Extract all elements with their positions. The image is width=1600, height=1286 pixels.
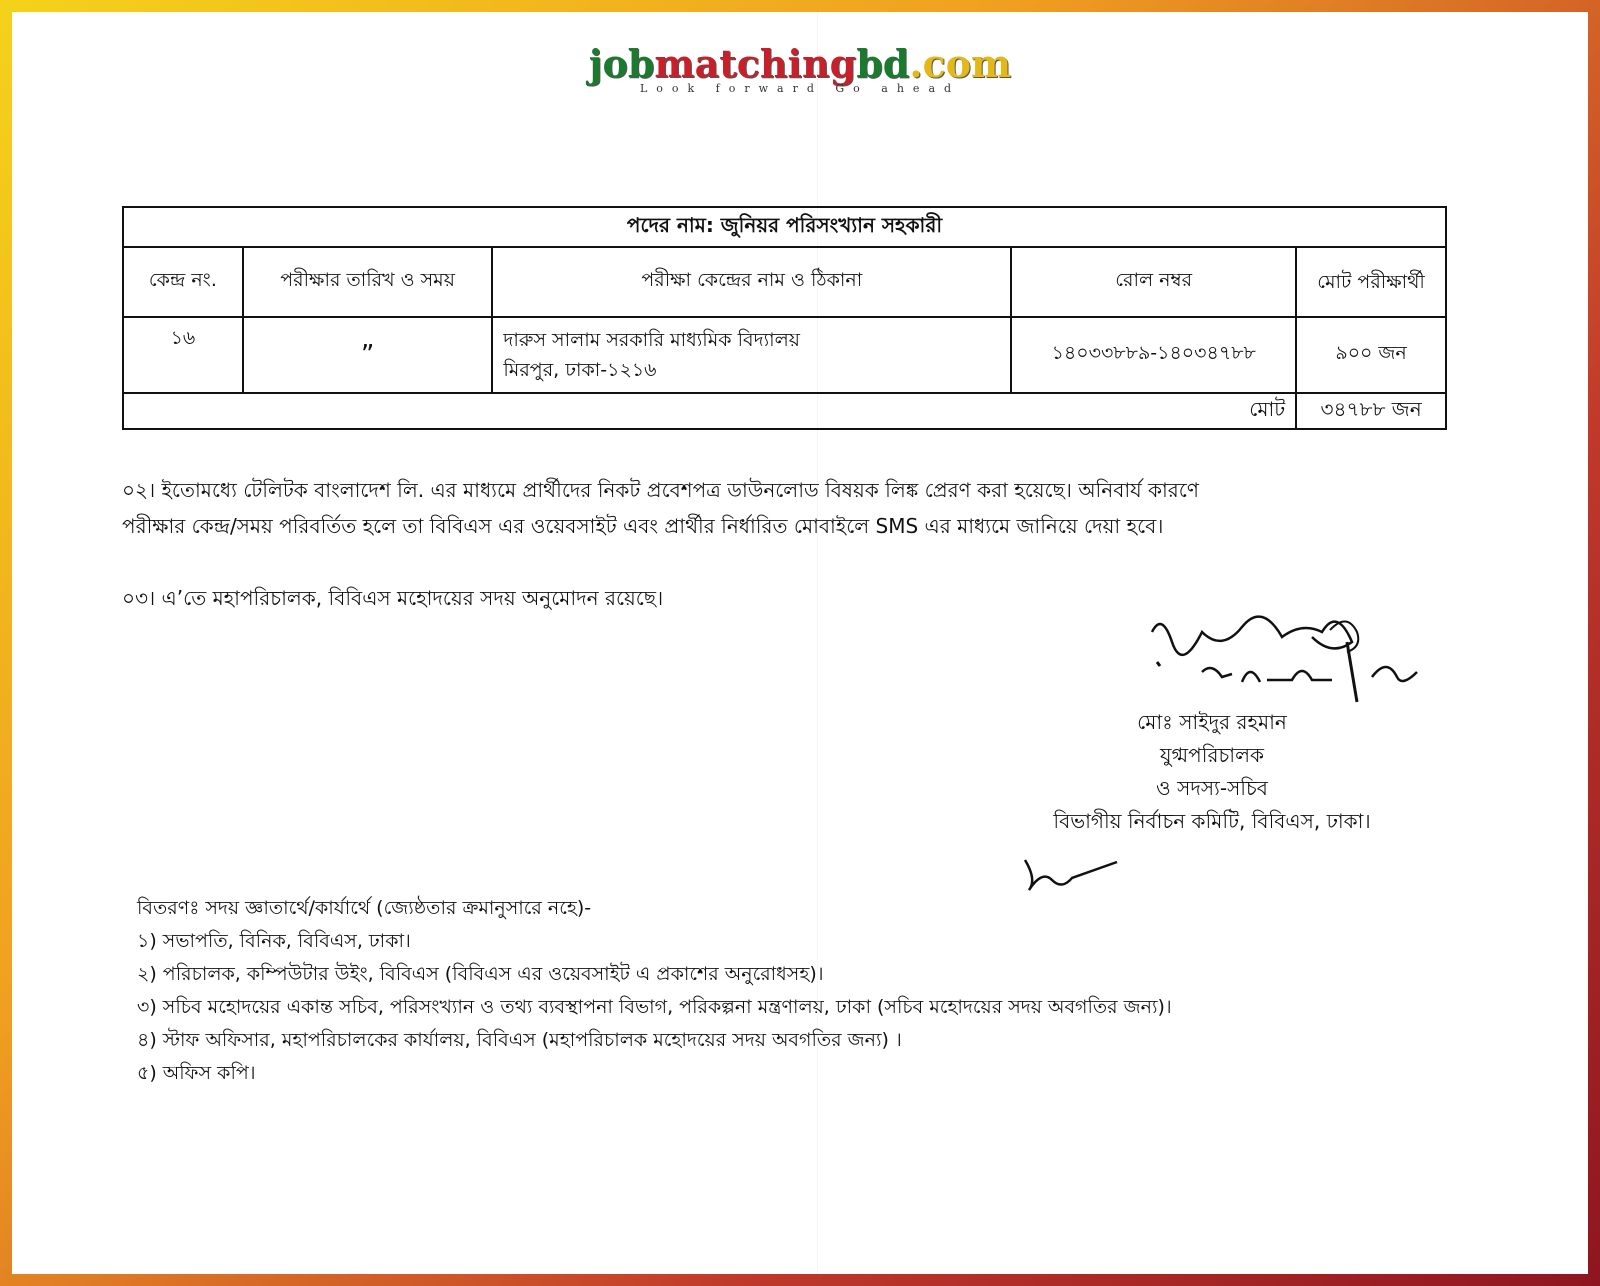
post-title: পদের নাম: জুনিয়র পরিসংখ্যান সহকারী (123, 207, 1446, 247)
cell-roll: ১৪০৩৩৮৮৯-১৪০৩৪৭৮৮ (1011, 317, 1296, 393)
header-total-candidates: মোট পরীক্ষার্থী (1296, 247, 1446, 317)
exam-center-table (122, 206, 1447, 430)
document-page (12, 12, 1588, 1274)
address-line-1: দারুস সালাম সরকারি মাধ্যমিক বিদ্যালয় (503, 329, 800, 351)
handwritten-signature (1132, 602, 1462, 722)
distribution-item: ২) পরিচালক, কম্পিউটার উইং, বিবিএস (বিবিএস এর ওয়েবসাইট এ প্রকাশের অনুরোধসহ)। (137, 963, 824, 985)
cell-date-time: ” (243, 317, 493, 393)
cell-address (492, 317, 1011, 393)
signatory-designation: যুগ্মপরিচালক (1160, 743, 1264, 767)
distribution-item: ১) সভাপতি, বিনিক, বিবিএস, ঢাকা। (137, 930, 411, 952)
logo-tagline: Look forward Go ahead (639, 82, 961, 95)
paragraph-2-line-2: পরীক্ষার কেন্দ্র/সময় পরিবর্তিত হলে তা বিবিএস এর ওয়েবসাইট এবং প্রার্থীর নির্ধারিত মোবাইলে SMS এর মাধ্যমে জানিয়ে দেয়া হবে। (122, 514, 1164, 538)
distribution-item: ৩) সচিব মহোদয়ের একান্ত সচিব, পরিসংখ্যান ও তথ্য ব্যবস্থাপনা বিভাগ, পরিকল্পনা মন্ত্রণালয়, ঢাকা (সচিব মহোদয়ের সদয় অবগতির জন্য)। (137, 996, 1172, 1018)
paragraph-3: ০৩। এ’তে মহাপরিচালক, বিবিএস মহোদয়ের সদয় অনুমোদন রয়েছে। (122, 586, 664, 610)
distribution-list (137, 892, 1172, 1090)
cell-center-no: ১৬ (123, 317, 243, 393)
signatory-block (1002, 706, 1422, 838)
distribution-item: ৫) অফিস কপি। (137, 1062, 256, 1084)
paragraph-2 (122, 472, 1522, 544)
total-value: ৩৪৭৮৮ জন (1296, 393, 1446, 429)
table-total-row (123, 393, 1446, 429)
cell-total: ৯০০ জন (1296, 317, 1446, 393)
total-label: মোট (123, 393, 1296, 429)
table-row (123, 317, 1446, 393)
table-header-row (123, 247, 1446, 317)
signatory-office: বিভাগীয় নির্বাচন কমিটি, বিবিএস, ঢাকা। (1053, 809, 1371, 833)
header-date-time: পরীক্ষার তারিখ ও সময় (243, 247, 493, 317)
distribution-item: ৪) স্টাফ অফিসার, মহাপরিচালকের কার্যালয়, বিবিএস (মহাপরিচালক মহোদয়ের সদয় অবগতির জন্য) । (137, 1029, 902, 1051)
paragraph-2-line-1: ০২। ইতোমধ্যে টেলিটক বাংলাদেশ লি. এর মাধ্যমে প্রার্থীদের নিকট প্রবেশপত্র ডাউনলোড বিষয়ক লিঙ্ক প্রেরণ করা হয়েছে। অনিবার্য কারণে (122, 478, 1199, 502)
address-line-2: মিরপুর, ঢাকা-১২১৬ (503, 359, 657, 381)
signatory-name: মোঃ সাইদুর রহমান (1137, 710, 1287, 734)
header-center-no: কেন্দ্র নং. (123, 247, 243, 317)
logo-wordmark: jobmatchingbd.com (588, 41, 1012, 86)
watermark-logo (12, 42, 1588, 95)
distribution-heading: বিতরণঃ সদয় জ্ঞাতার্থে/কার্যার্থে (জ্যেষ্ঠতার ক্রমানুসারে নহে)- (137, 897, 592, 919)
header-center-address: পরীক্ষা কেন্দ্রের নাম ও ঠিকানা (492, 247, 1011, 317)
header-roll: রোল নম্বর (1011, 247, 1296, 317)
signatory-role: ও সদস্য-সচিব (1156, 776, 1268, 800)
